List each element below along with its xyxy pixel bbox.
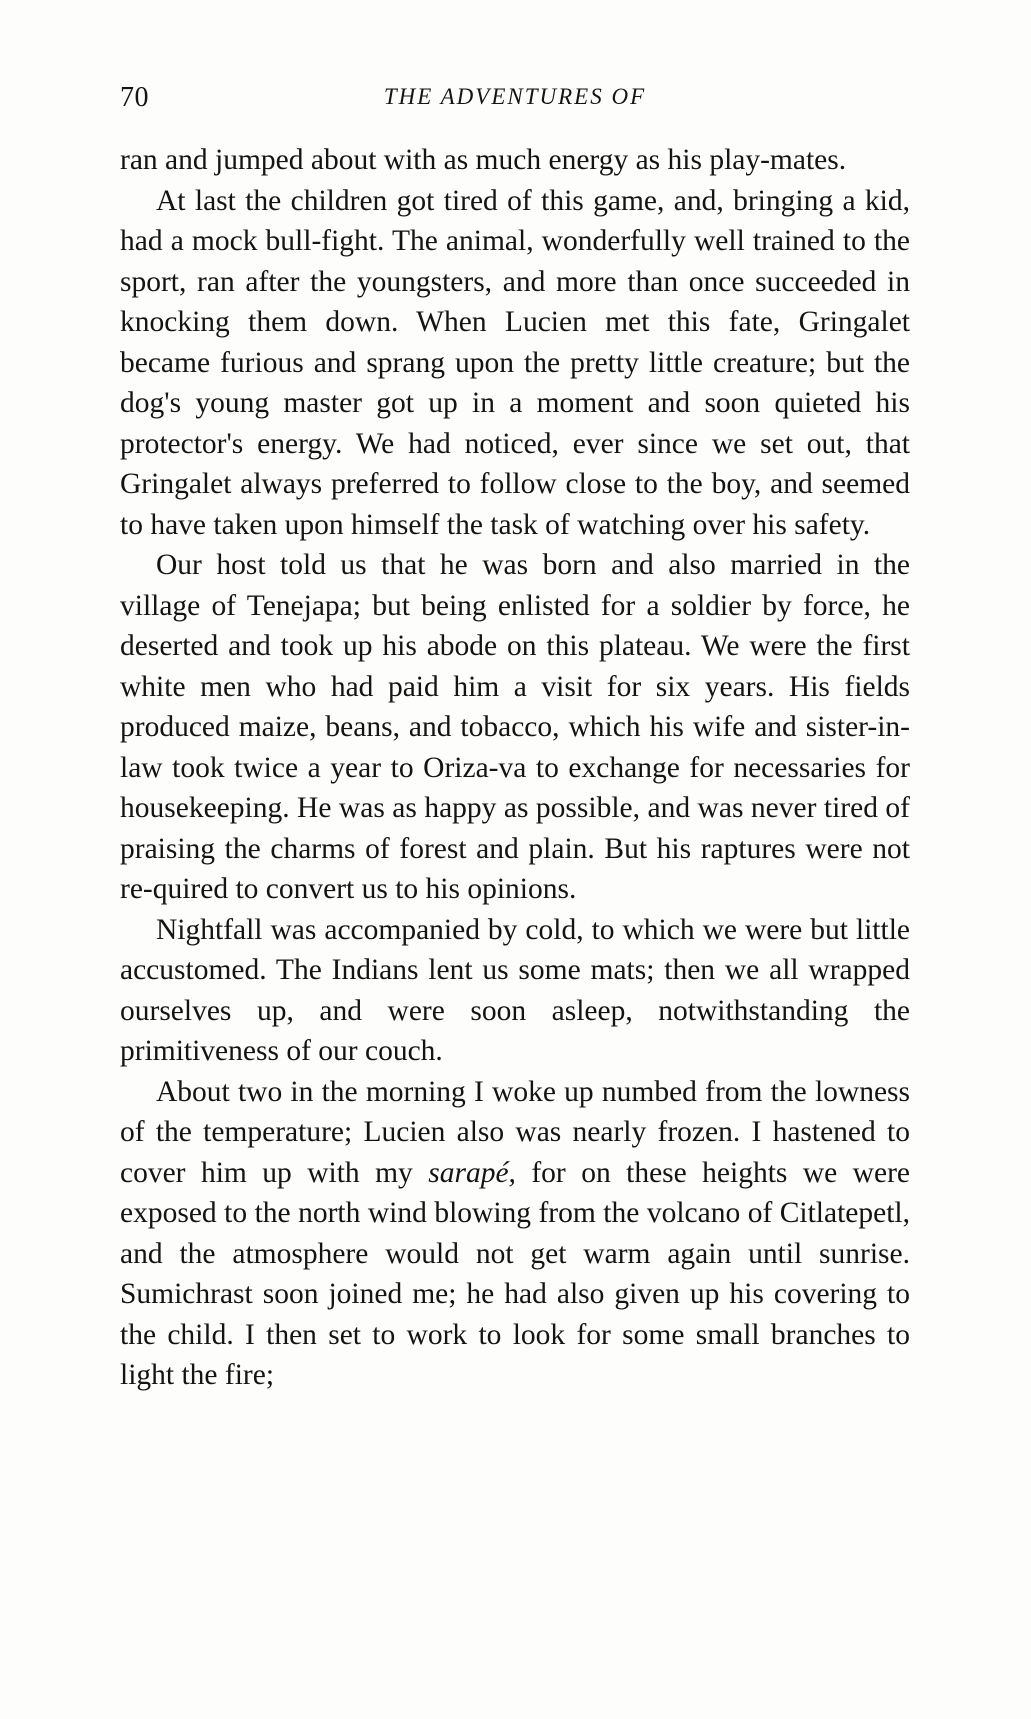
page-number: 70 [120, 82, 149, 113]
paragraph-3: Our host told us that he was born and also married in the village of Tenejapa; but being enlisted for a soldier by force, he deserted and took up his abode on this plateau. We were the first white men who had paid him a visit for six years. His fields produced maize, beans, and tobacco, which his wife and sister-in-law took twice a year to Oriza-va to exchange for necessaries for housekeeping. He was as happy as possible, and was never tired of praising the charms of forest and plain. But his raptures were not re-quired to convert us to his opinions. [120, 549, 910, 905]
paragraph-5 [120, 1072, 910, 1396]
page-header [120, 82, 910, 122]
paragraph-5-after: for on these heights we were exposed to the north wind blowing from the volcano of Citlatepetl, and the atmosphere would not get warm again until sunrise. Sumichrast soon joined me; he had also given up his covering to the child. I then set to work to look for some small branches to light the fire; [120, 1156, 910, 1391]
paragraph-4: Nightfall was accompanied by cold, to which we were but little accustomed. The Indians lent us some mats; then we all wrapped ourselves up, and were soon asleep, notwithstanding the primitiveness of our couch. [120, 913, 910, 1067]
body-text [120, 140, 910, 1396]
paragraph-2: At last the children got tired of this game, and, bringing a kid, had a mock bull-fight. The animal, wonderfully well trained to the sport, ran after the youngsters, and more than once succeeded in knocking them down. When Lucien met this fate, Gringalet became furious and sprang upon the pretty little creature; but the dog's young master got up in a moment and soon quieted his protector's energy. We had noticed, ever since we set out, that Gringalet always preferred to follow close to the boy, and seemed to have taken upon himself the task of watching over his safety. [120, 184, 910, 541]
paragraph-5-before: About two in the morning I woke up numbed from the lowness of the temperature; Lucien also was nearly frozen. I hastened to cover him up with my [120, 1075, 910, 1189]
paragraph-1: ran and jumped about with as much energy as his play-mates. [120, 144, 847, 176]
running-head: THE ADVENTURES OF [383, 84, 647, 109]
italic-word-sarape: sarapé, [428, 1156, 516, 1189]
